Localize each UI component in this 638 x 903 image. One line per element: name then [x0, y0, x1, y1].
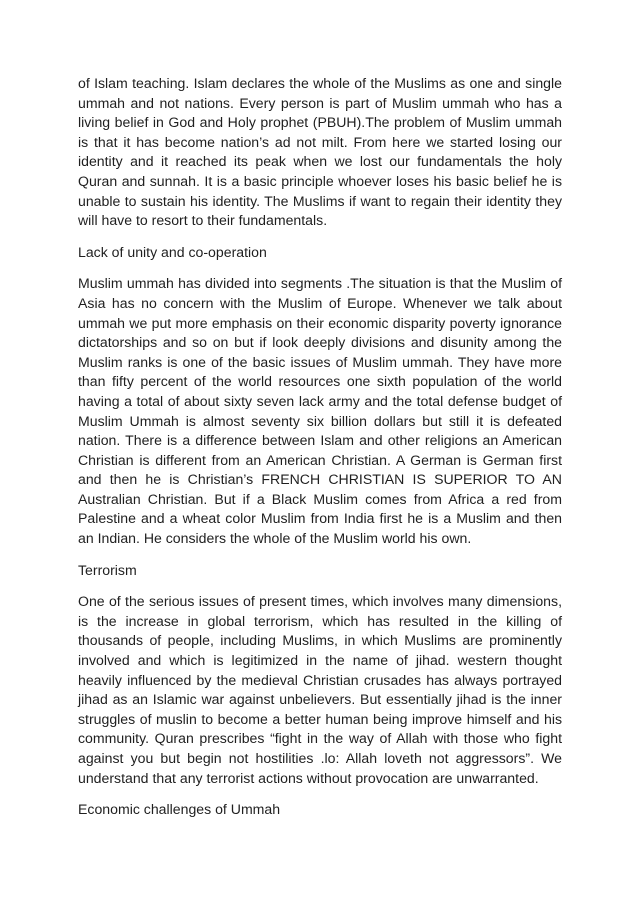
paragraph-muslim-ummah-divided: Muslim ummah has divided into segments .The situation is that the Muslim of Asia has no concern with the Muslim of Europe. Whenever we talk about ummah we put more emphasis on their economic disparity poverty ignorance dictatorships and so on but if look deeply divisions and disunity among the Muslim ranks is one of the basic issues of Muslim ummah. They have more than fifty percent of the world resources one sixth population of the world having a total of about sixty seven lack army and the total defense budget of Muslim Ummah is almost seventy six billion dollars but still it is defeated nation. There is a difference between Islam and other religions an American Christian is different from an American Christian. A German is German first and then he is Christian’s FRENCH CHRISTIAN IS SUPERIOR TO AN Australian Christian. But if a Black Muslim comes from Africa a red from Palestine and a wheat color Muslim from India first he is a Muslim and then an Indian. He considers the whole of the Muslim world his own. — [78, 275, 562, 547]
paragraph-terrorism: One of the serious issues of present times, which involves many dimensions, is the increase in global terrorism, which has resulted in the killing of thousands of people, including Muslims, in which Muslims are prominently involved and which is legitimized in the name of jihad. western thought heavily influenced by the medieval Christian crusades has always portrayed jihad as an Islamic war against unbelievers. But essentially jihad is the inner struggles of muslin to become a better human being improve himself and his community. Quran prescribes “fight in the way of Allah with those who fight against you but begin not hostilities .lo: Allah loveth not aggressors”. We understand that any terrorist actions without provocation are unwarranted. — [78, 593, 562, 786]
heading-economic-challenges: Economic challenges of Ummah — [78, 801, 281, 818]
heading-terrorism: Terrorism — [78, 561, 137, 578]
document-page — [78, 74, 562, 832]
paragraph-islam-teaching: of Islam teaching. Islam declares the whole of the Muslims as one and single ummah and not nations. Every person is part of Muslim ummah who has a living belief in God and Holy prophet (PBUH).The problem of Muslim ummah is that it has become nation’s ad not milt. From here we started losing our identity and it reached its peak when we lost our fundamentals the holy Quran and sunnah. It is a basic principle whoever loses his basic belief he is unable to sustain his identity. The Muslims if want to regain their identity they will have to resort to their fundamentals. — [78, 75, 562, 229]
heading-lack-of-unity: Lack of unity and co-operation — [78, 243, 267, 260]
